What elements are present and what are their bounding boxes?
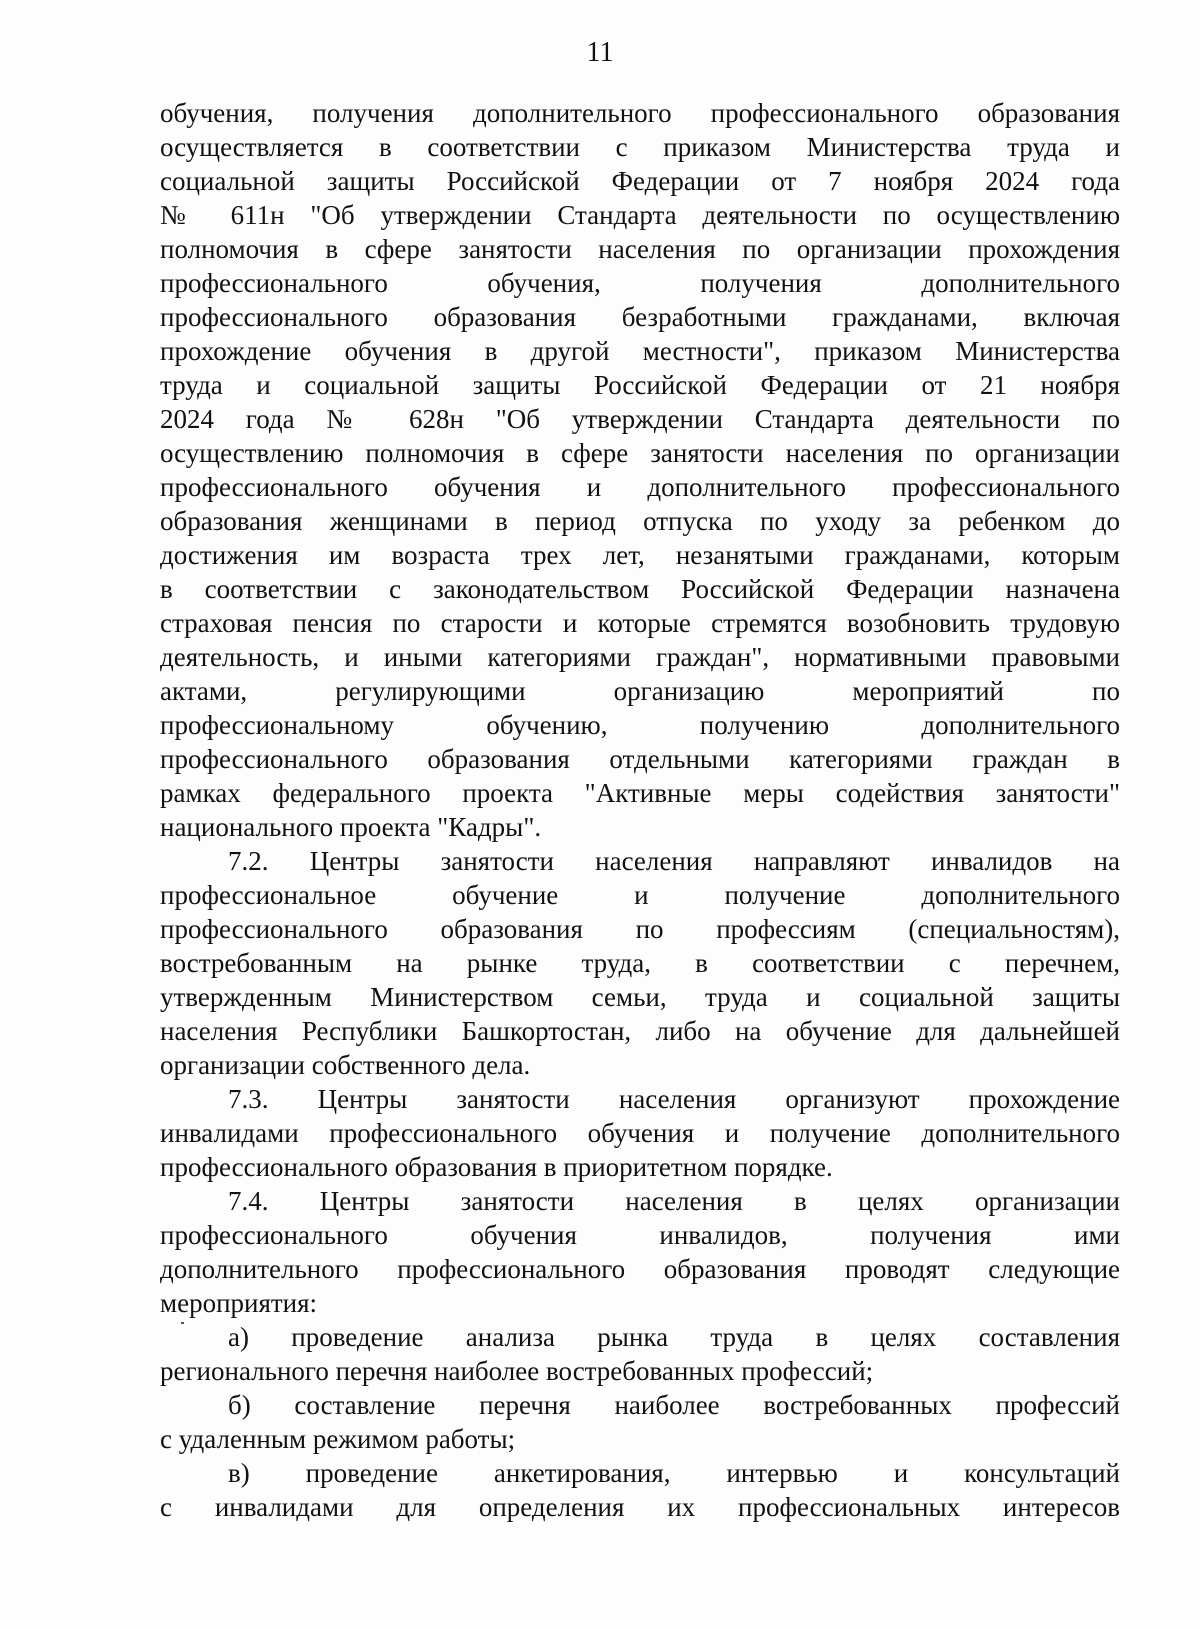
text-line: профессионального образования безработными гражданами, включая	[160, 302, 1120, 332]
text-line: дополнительного профессионального образования проводят следующие	[160, 1254, 1120, 1284]
text-line: населения Республики Башкортостан, либо на обучение для дальнейшей	[160, 1016, 1120, 1046]
text-line: профессионального обучения, получения дополнительного	[160, 268, 1120, 298]
text-line: обучения, получения дополнительного профессионального образования	[160, 98, 1120, 128]
text-line: профессионального образования отдельными категориями граждан в	[160, 744, 1120, 774]
text-line: профессиональному обучению, получению дополнительного	[160, 710, 1120, 740]
text-line: 2024 года № 628н "Об утверждении Стандарта деятельности по	[160, 404, 1120, 434]
text-line: осуществляется в соответствии с приказом Министерства труда и	[160, 132, 1120, 162]
text-line: образования женщинами в период отпуска по уходу за ребенком до	[160, 506, 1120, 536]
text-line: труда и социальной защиты Российской Федерации от 21 ноября	[160, 370, 1120, 400]
text-line: осуществлению полномочия в сфере занятости населения по организации	[160, 438, 1120, 468]
text-line: б) составление перечня наиболее востребованных профессий	[228, 1390, 1120, 1420]
text-line: национального проекта "Кадры".	[160, 812, 542, 842]
text-line: регионального перечня наиболее востребованных профессий;	[160, 1356, 874, 1386]
text-line: 7.2. Центры занятости населения направляют инвалидов на	[228, 846, 1120, 876]
text-line: достижения им возраста трех лет, незанятыми гражданами, которым	[160, 540, 1120, 570]
text-line: № 611н "Об утверждении Стандарта деятельности по осуществлению	[160, 200, 1120, 230]
text-line: утвержденным Министерством семьи, труда и социальной защиты	[160, 982, 1120, 1012]
text-line: 7.4. Центры занятости населения в целях организации	[228, 1186, 1120, 1216]
text-line: страховая пенсия по старости и которые стремятся возобновить трудовую	[160, 608, 1120, 638]
text-line: в соответствии с законодательством Российской Федерации назначена	[160, 574, 1120, 604]
text-line: с инвалидами для определения их профессиональных интересов	[160, 1492, 1120, 1522]
text-line: востребованным на рынке труда, в соответствии с перечнем,	[160, 948, 1120, 978]
text-line: 7.3. Центры занятости населения организуют прохождение	[228, 1084, 1120, 1114]
text-line: деятельность, и иными категориями граждан", нормативными правовыми	[160, 642, 1120, 672]
text-line: прохождение обучения в другой местности", приказом Министерства	[160, 336, 1120, 366]
text-line: а) проведение анализа рынка труда в целях составления	[228, 1322, 1120, 1352]
text-line: с удаленным режимом работы;	[160, 1424, 516, 1454]
text-line: профессионального обучения инвалидов, получения ими	[160, 1220, 1120, 1250]
text-line: мероприятия:	[160, 1288, 318, 1318]
text-line: социальной защиты Российской Федерации от 7 ноября 2024 года	[160, 166, 1120, 196]
text-line: профессионального обучения и дополнительного профессионального	[160, 472, 1120, 502]
text-line: профессиональное обучение и получение дополнительного	[160, 880, 1120, 910]
text-line: профессионального образования в приоритетном порядке.	[160, 1152, 833, 1182]
text-line: в) проведение анкетирования, интервью и консультаций	[228, 1458, 1120, 1488]
text-line: актами, регулирующими организацию мероприятий по	[160, 676, 1120, 706]
text-line: инвалидами профессионального обучения и получение дополнительного	[160, 1118, 1120, 1148]
scan-speck	[181, 1322, 184, 1324]
text-line: рамках федерального проекта "Активные меры содействия занятости"	[160, 778, 1120, 808]
text-line: организации собственного дела.	[160, 1050, 531, 1080]
page-number: 11	[586, 37, 614, 68]
text-line: профессионального образования по профессиям (специальностям),	[160, 914, 1120, 944]
document-body	[160, 96, 1120, 1524]
text-line: полномочия в сфере занятости населения по организации прохождения	[160, 234, 1120, 264]
